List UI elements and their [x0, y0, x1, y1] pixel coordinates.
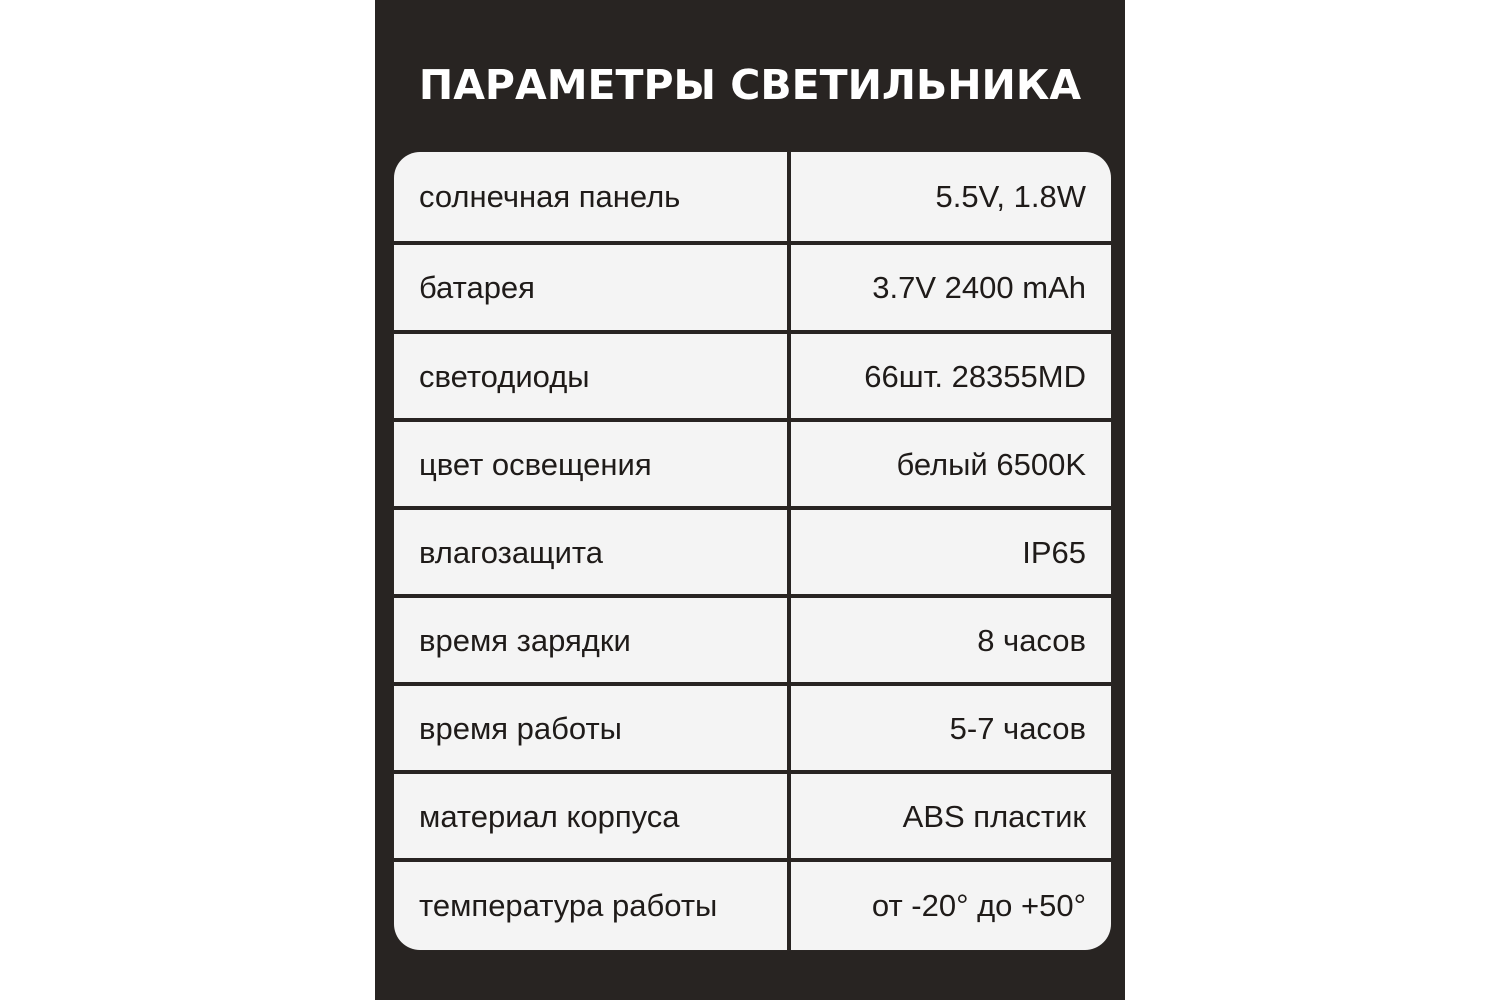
spec-table [394, 152, 1111, 950]
spec-value: ABS пластик [902, 798, 1086, 834]
spec-value: 3.7V 2400 mAh [872, 270, 1086, 305]
spec-label: влагозащита [419, 534, 603, 570]
spec-label: время зарядки [419, 622, 631, 658]
spec-label: материал корпуса [419, 798, 680, 834]
spec-value: 5-7 часов [949, 710, 1086, 746]
spec-row [394, 686, 1111, 771]
spec-value: 8 часов [977, 622, 1086, 658]
spec-value: IP65 [1022, 534, 1086, 570]
panel-title: ПАРАМЕТРЫ СВЕТИЛЬНИКА [418, 61, 1082, 109]
spec-row [394, 334, 1111, 419]
spec-panel [375, 0, 1125, 1000]
spec-label: время работы [419, 710, 622, 746]
spec-row [394, 245, 1111, 331]
column-divider [787, 152, 791, 950]
spec-row [394, 598, 1111, 683]
spec-row [394, 774, 1111, 859]
spec-row [394, 422, 1111, 507]
spec-value: 66шт. 28355MD [864, 358, 1086, 394]
spec-label: светодиоды [419, 358, 590, 394]
spec-label: цвет освещения [419, 446, 652, 482]
spec-value: 5.5V, 1.8W [935, 179, 1086, 214]
spec-row [394, 510, 1111, 595]
spec-row [394, 152, 1111, 242]
spec-label: температура работы [419, 888, 718, 923]
spec-row [394, 862, 1111, 950]
spec-label: солнечная панель [419, 179, 681, 214]
spec-value: от -20° до +50° [871, 888, 1086, 923]
spec-value: белый 6500K [896, 446, 1086, 482]
spec-label: батарея [419, 270, 535, 305]
